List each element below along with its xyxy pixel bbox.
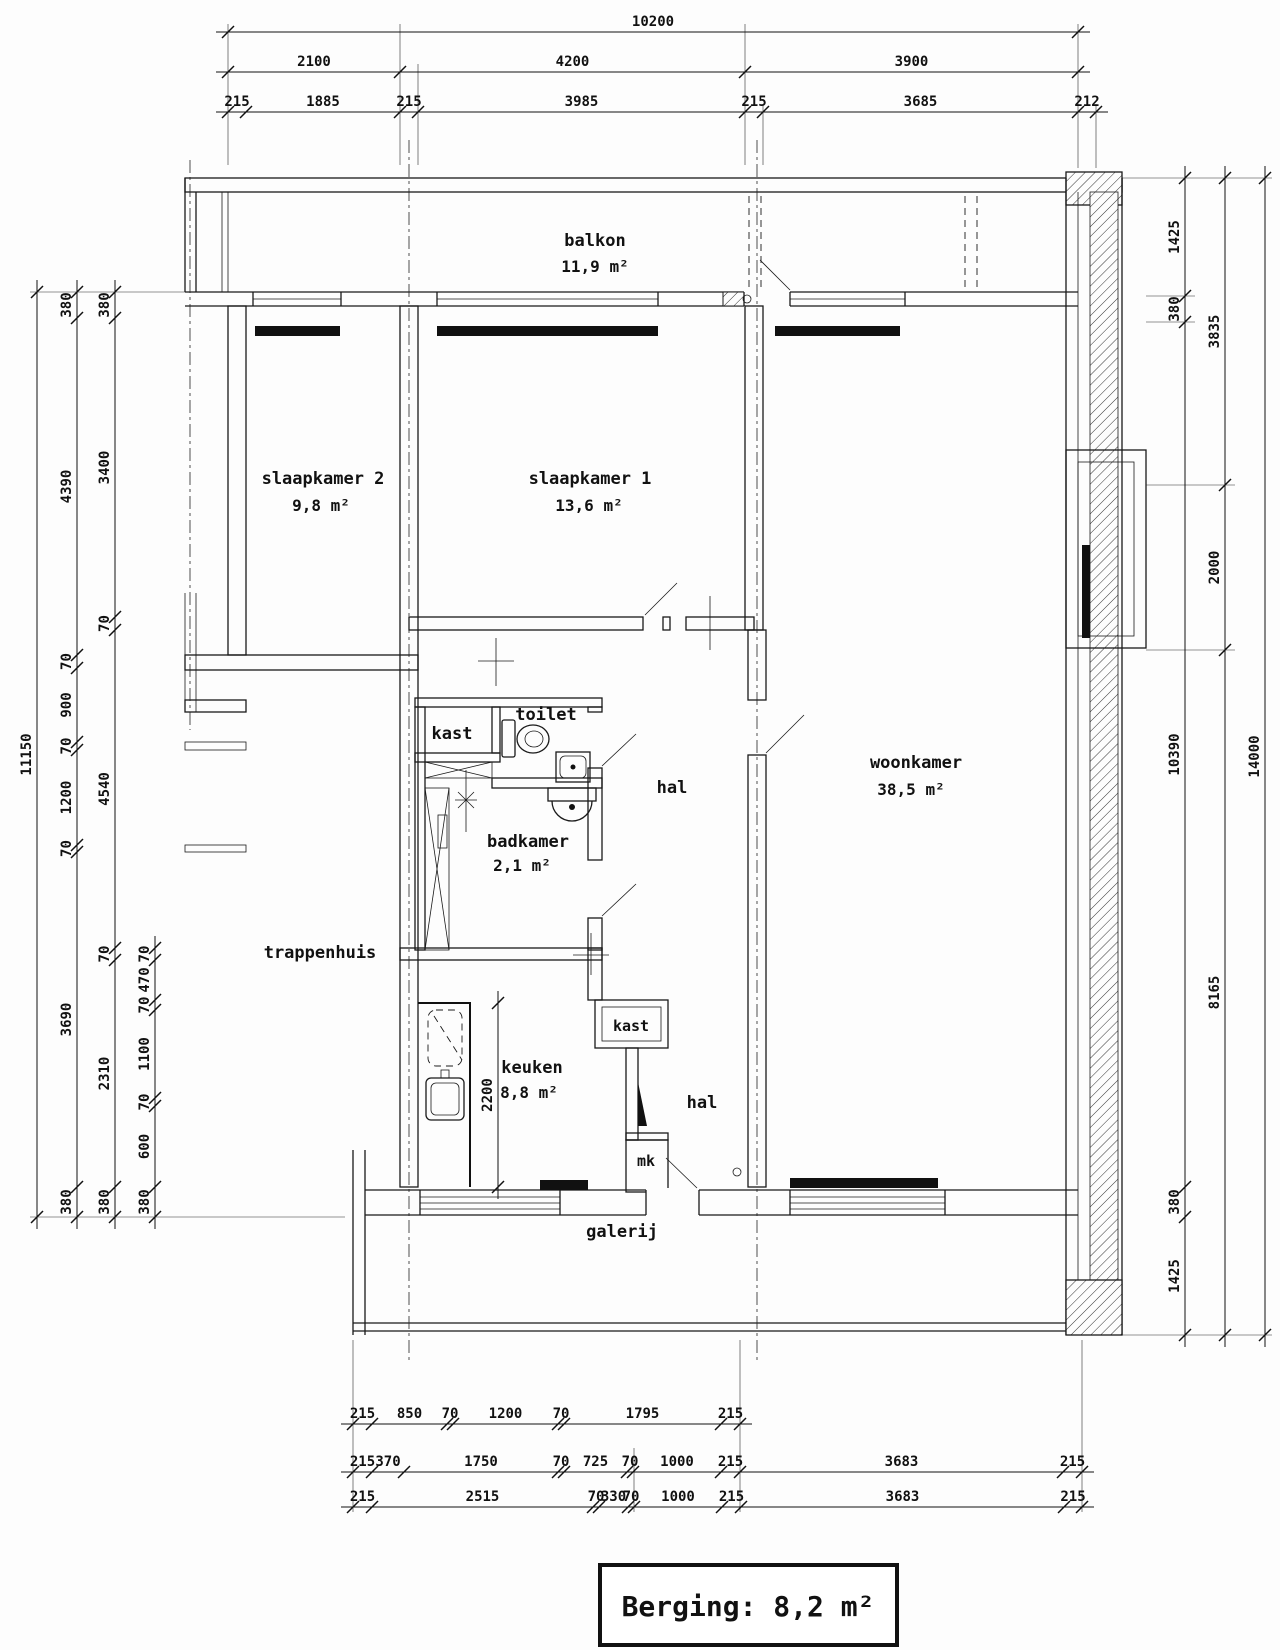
dim-label: 70	[97, 945, 113, 963]
wall-slk1-woonkamer	[745, 306, 763, 630]
dim-chain-left-outer	[59, 280, 83, 1229]
dim-label: 11150	[19, 733, 35, 776]
dim-label: 14000	[1247, 735, 1263, 778]
dim-label: 215	[349, 1489, 376, 1505]
dim-label: 215	[718, 1489, 745, 1505]
dim-label: 380	[1167, 296, 1183, 322]
label-badkamer: badkamer	[487, 832, 569, 852]
dim-label: 3685	[903, 94, 938, 110]
kitchen-sink	[426, 1078, 464, 1120]
dim-label: 70	[59, 737, 75, 755]
toilet-fixture	[502, 720, 549, 757]
dim-label: 1200	[488, 1406, 523, 1422]
dim-label: 70	[137, 945, 153, 963]
mk-door-leaf	[638, 1082, 647, 1126]
walls	[185, 172, 1146, 1335]
dim-label: 70	[59, 840, 75, 857]
dim-label: 215	[717, 1406, 744, 1422]
label-keuken-area: 8,8 m²	[500, 1083, 558, 1102]
dim-label: 380	[137, 1189, 153, 1215]
dim-label: 380	[97, 1189, 113, 1215]
dim-chain-left-inner	[97, 280, 121, 1229]
room-labels	[262, 231, 962, 1242]
dim-label: 3400	[97, 450, 113, 485]
kitchen-counter	[418, 1003, 470, 1187]
label-slaapkamer1-area: 13,6 m²	[555, 496, 623, 515]
wall-slaapkamer2-bottom	[185, 655, 418, 670]
dim-chain-right-mid	[1207, 166, 1231, 1347]
dim-label: 1425	[1167, 1259, 1183, 1293]
dim-label: 70	[441, 1406, 459, 1422]
dim-label: 8165	[1207, 975, 1223, 1010]
dim-label: 10390	[1167, 733, 1183, 776]
wall-right-exterior	[1066, 178, 1146, 1335]
dim-label: 1795	[625, 1406, 660, 1422]
washbasin	[548, 788, 596, 821]
dim-label: 1000	[661, 1489, 695, 1505]
dim-label: 215	[349, 1406, 376, 1422]
label-balkon-area: 11,9 m²	[561, 257, 629, 276]
dim-label: 1425	[1167, 220, 1183, 254]
dim-label: 3683	[885, 1489, 920, 1505]
dim-label: 1750	[464, 1454, 498, 1470]
dim-label: 212	[1074, 94, 1100, 110]
wall-left-outer	[228, 306, 246, 655]
dim-chain-top-detail	[216, 94, 1108, 118]
label-galerij: galerij	[586, 1222, 658, 1242]
dim-chain-top-total	[216, 14, 1090, 38]
dim-label: 70	[552, 1454, 570, 1470]
dim-label: 3690	[59, 1002, 75, 1037]
dim-label: 330	[600, 1489, 627, 1505]
dim-label: 215	[1060, 1489, 1086, 1505]
dim-label: 215	[741, 94, 767, 110]
dim-label: 380	[59, 292, 75, 318]
dim-label: 600	[137, 1133, 153, 1160]
dim-label: 3900	[894, 54, 929, 70]
label-woonkamer-area: 38,5 m²	[877, 780, 945, 799]
dim-label: 380	[59, 1189, 75, 1215]
dim-label: 3985	[564, 94, 599, 110]
dim-label: 215	[396, 94, 422, 110]
label-mk: mk	[636, 1152, 656, 1170]
dim-label: 70	[97, 615, 113, 632]
dim-chain-right-inner	[1167, 166, 1191, 1347]
bottom-right-wall-block	[1066, 1280, 1122, 1335]
dim-chain-left-detail	[137, 936, 161, 1229]
label-slaapkamer1: slaapkamer 1	[528, 469, 652, 489]
label-slaapkamer2-area: 9,8 m²	[292, 496, 350, 515]
dim-label: 1100	[137, 1037, 153, 1071]
dim-label: 215	[717, 1454, 744, 1470]
dim-label: 70	[137, 1093, 153, 1111]
dim-label: 70	[59, 653, 75, 670]
shaft-x	[425, 762, 492, 950]
dim-label: 2200	[480, 1078, 496, 1112]
dim-label: 215	[1059, 1454, 1086, 1470]
dim-label: 2310	[97, 1056, 113, 1091]
dim-label: 70	[621, 1454, 639, 1470]
dim-chain-top-modules	[216, 54, 1090, 78]
dim-label: 215	[224, 94, 250, 110]
dim-label: 70	[622, 1489, 640, 1505]
label-kast-onder: kast	[612, 1017, 650, 1035]
label-keuken: keuken	[501, 1058, 563, 1078]
label-balkon: balkon	[564, 231, 626, 251]
label-slaapkamer2: slaapkamer 2	[261, 469, 385, 489]
dim-label: 3835	[1207, 314, 1223, 349]
dim-chain-bottom-row1	[341, 1406, 752, 1430]
dim-label: 370	[375, 1454, 401, 1470]
dim-label: 725	[582, 1454, 609, 1470]
label-trappenhuis: trappenhuis	[263, 943, 377, 963]
dim-label: 1000	[660, 1454, 694, 1470]
dim-label: 215	[349, 1454, 376, 1470]
dim-chain-bottom-row3	[341, 1489, 1094, 1513]
dim-label: 900	[59, 692, 75, 718]
dim-label: 10200	[631, 14, 675, 30]
dim-label: 1885	[306, 94, 340, 110]
dim-label: 2000	[1207, 550, 1223, 585]
dim-label: 2515	[465, 1489, 500, 1505]
dim-label: 380	[97, 292, 113, 318]
dim-label: 470	[137, 967, 153, 993]
dim-chain-bottom-row2	[341, 1454, 1094, 1478]
wall-slaapkamer1-bottom	[409, 617, 643, 630]
dim-chain-left-total	[19, 280, 43, 1229]
label-hal-onder: hal	[686, 1093, 718, 1113]
label-hal-boven: hal	[656, 778, 688, 798]
dim-label: 4540	[97, 772, 113, 806]
entry-door-marker	[733, 1168, 741, 1176]
dim-label: 70	[137, 996, 153, 1014]
title-box	[600, 1565, 897, 1645]
label-badkamer-area: 2,1 m²	[493, 856, 551, 875]
grid-lines	[190, 140, 977, 1360]
dim-label: 1200	[59, 780, 75, 815]
light-symbol	[455, 770, 477, 832]
dim-label: 3683	[884, 1454, 919, 1470]
title-text: Berging: 8,2 m²	[621, 1590, 875, 1623]
label-woonkamer: woonkamer	[869, 753, 963, 773]
dim-chain-right-total	[1247, 166, 1271, 1347]
label-kast-boven: kast	[431, 724, 473, 744]
dim-label: 850	[396, 1406, 423, 1422]
radiators	[255, 326, 938, 1190]
dim-label: 70	[552, 1406, 570, 1422]
label-toilet: toilet	[515, 705, 577, 725]
dim-label: 4200	[555, 54, 590, 70]
dim-label: 2100	[297, 54, 331, 70]
dim-label: 4390	[59, 469, 75, 504]
dim-label: 70	[587, 1489, 605, 1505]
dim-label: 380	[1167, 1189, 1183, 1215]
door-leaves	[602, 715, 804, 916]
